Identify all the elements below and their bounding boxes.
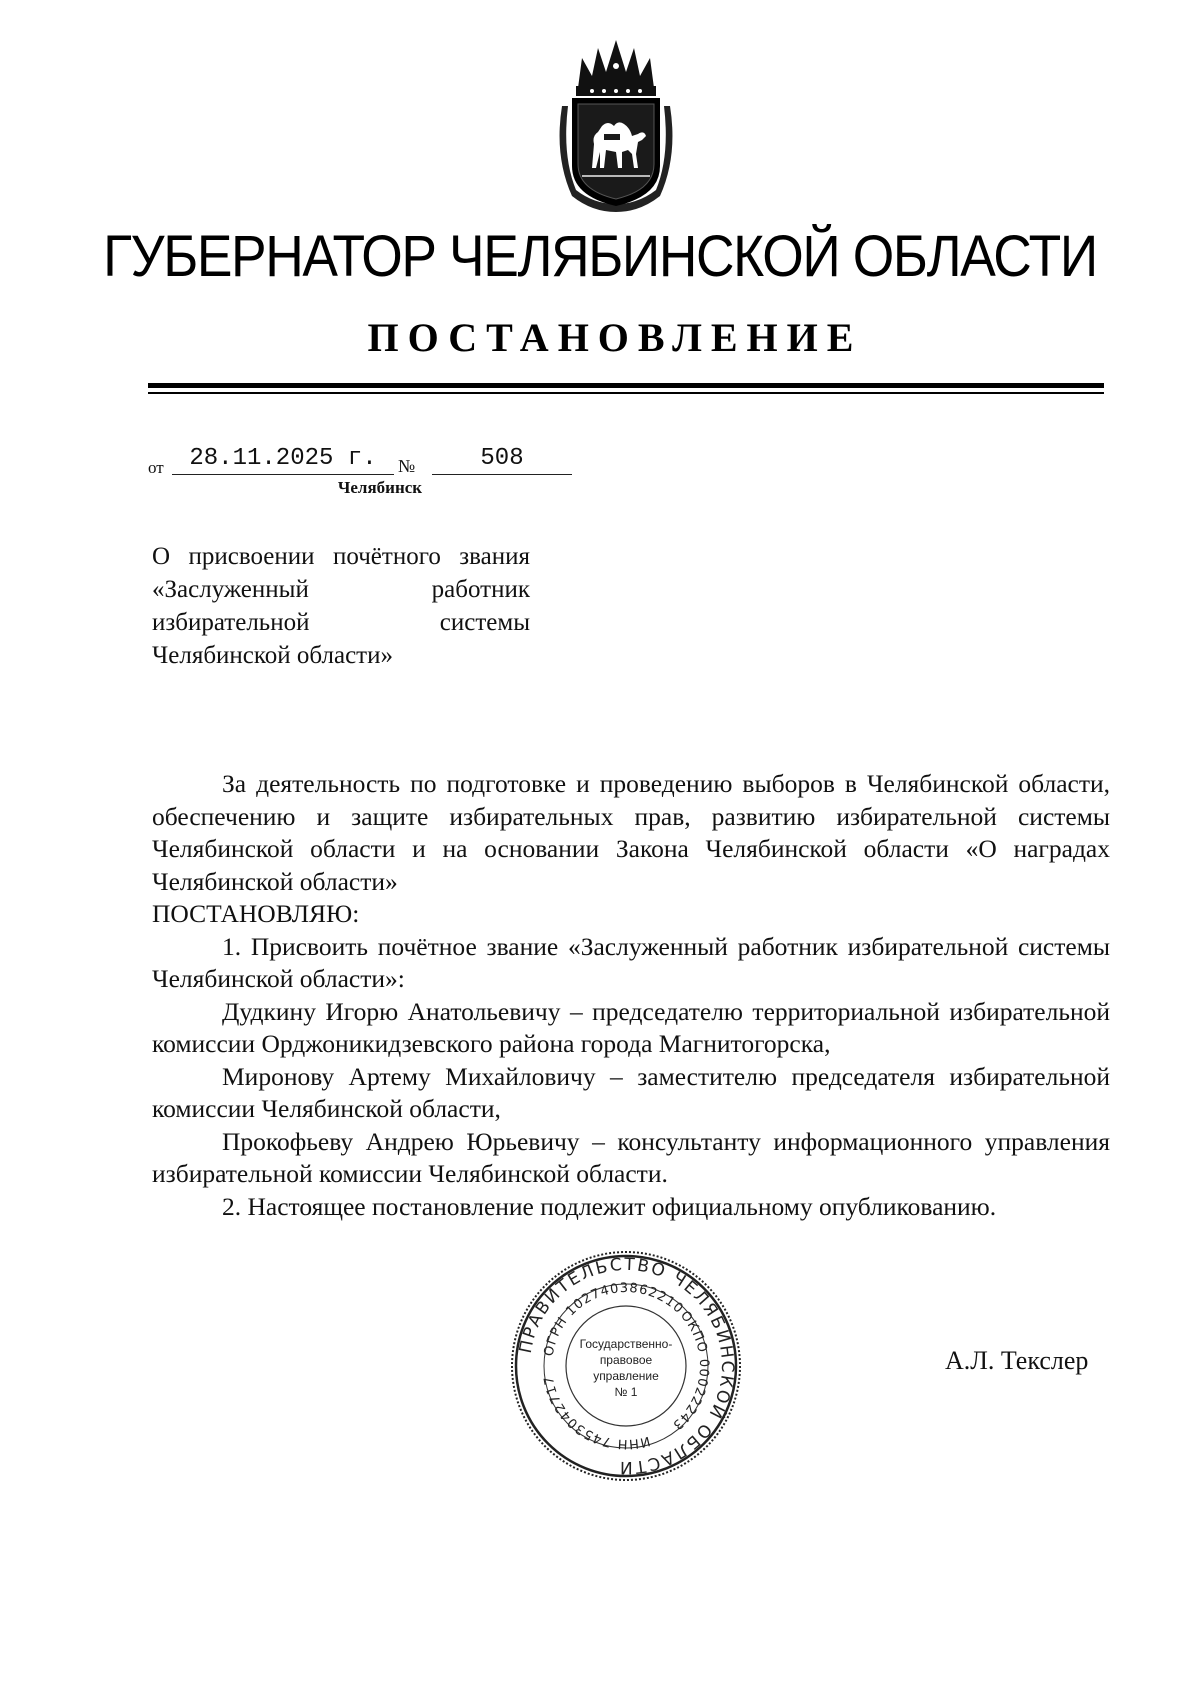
stamp-ogrn: ОГРН 1027403862210 — [541, 1280, 687, 1358]
number-sign-label: № — [398, 456, 416, 476]
issuing-authority-title: ГУБЕРНАТОР ЧЕЛЯБИНСКОЙ ОБЛАСТИ — [103, 224, 1097, 289]
stamp-okpo: ОКПО 00022243 — [668, 1308, 712, 1433]
stamp-outer-text: ПРАВИТЕЛЬСТВО ЧЕЛЯБИНСКОЙ ОБЛАСТИ — [515, 1254, 738, 1478]
stamp-center-line: управление — [593, 1369, 659, 1383]
stamp-center-line: правовое — [599, 1353, 653, 1367]
stamp-center-line: № 1 — [614, 1385, 638, 1399]
header-rule-thin — [148, 392, 1104, 394]
document-subject — [152, 540, 530, 672]
subject-line: избирательной системы — [152, 609, 530, 636]
decree-word: ПОСТАНОВЛЯЮ: — [152, 899, 360, 928]
clause-2: 2. Настоящее постановление подлежит официальному опубликованию. — [222, 1191, 997, 1221]
preamble-paragraph: За деятельность по подготовке и проведению выборов в Челябинской области, обеспечению и защите избирательных прав, развитию избирательной системы Челябинской области и на основании Закона Челябинской области «О наградах Челябинской области» — [152, 769, 1110, 896]
subject-line: Челябинской области» — [152, 642, 393, 669]
official-seal-stamp — [508, 1248, 744, 1484]
stamp-center-line: Государственно- — [579, 1337, 673, 1351]
signatory-name: А.Л. Текслер — [945, 1346, 1089, 1375]
awardee-entry: Прокофьеву Андрею Юрьевичу – консультанту информационного управления избирательной комиссии Челябинской области. — [152, 1126, 1110, 1188]
subject-line: «Заслуженный работник — [152, 576, 530, 603]
document-type-heading: ПОСТАНОВЛЕНИЕ — [367, 315, 863, 360]
issue-city: Челябинск — [337, 478, 423, 497]
date-from-label: от — [148, 458, 164, 477]
clause-1: 1. Присвоить почётное звание «Заслуженный работник избирательной системы Челябинской области»: — [152, 931, 1110, 993]
awardee-entry: Дудкину Игорю Анатольевичу – председателю территориальной избирательной комиссии Орджоникидзевского района города Магнитогорска, — [152, 996, 1110, 1058]
header-rule-thick — [148, 383, 1104, 388]
chelyabinsk-coat-of-arms-emblem — [552, 36, 680, 214]
document-date: 28.11.2025 г. — [172, 444, 394, 475]
subject-line: О присвоении почётного звания — [152, 543, 530, 570]
document-number: 508 — [432, 444, 572, 475]
stamp-inn: ИНН 7453042717 — [541, 1374, 652, 1452]
document-body — [152, 768, 1110, 1223]
awardee-entry: Миронову Артему Михайловичу – заместителю председателя избирательной комиссии Челябинской области, — [152, 1061, 1110, 1123]
